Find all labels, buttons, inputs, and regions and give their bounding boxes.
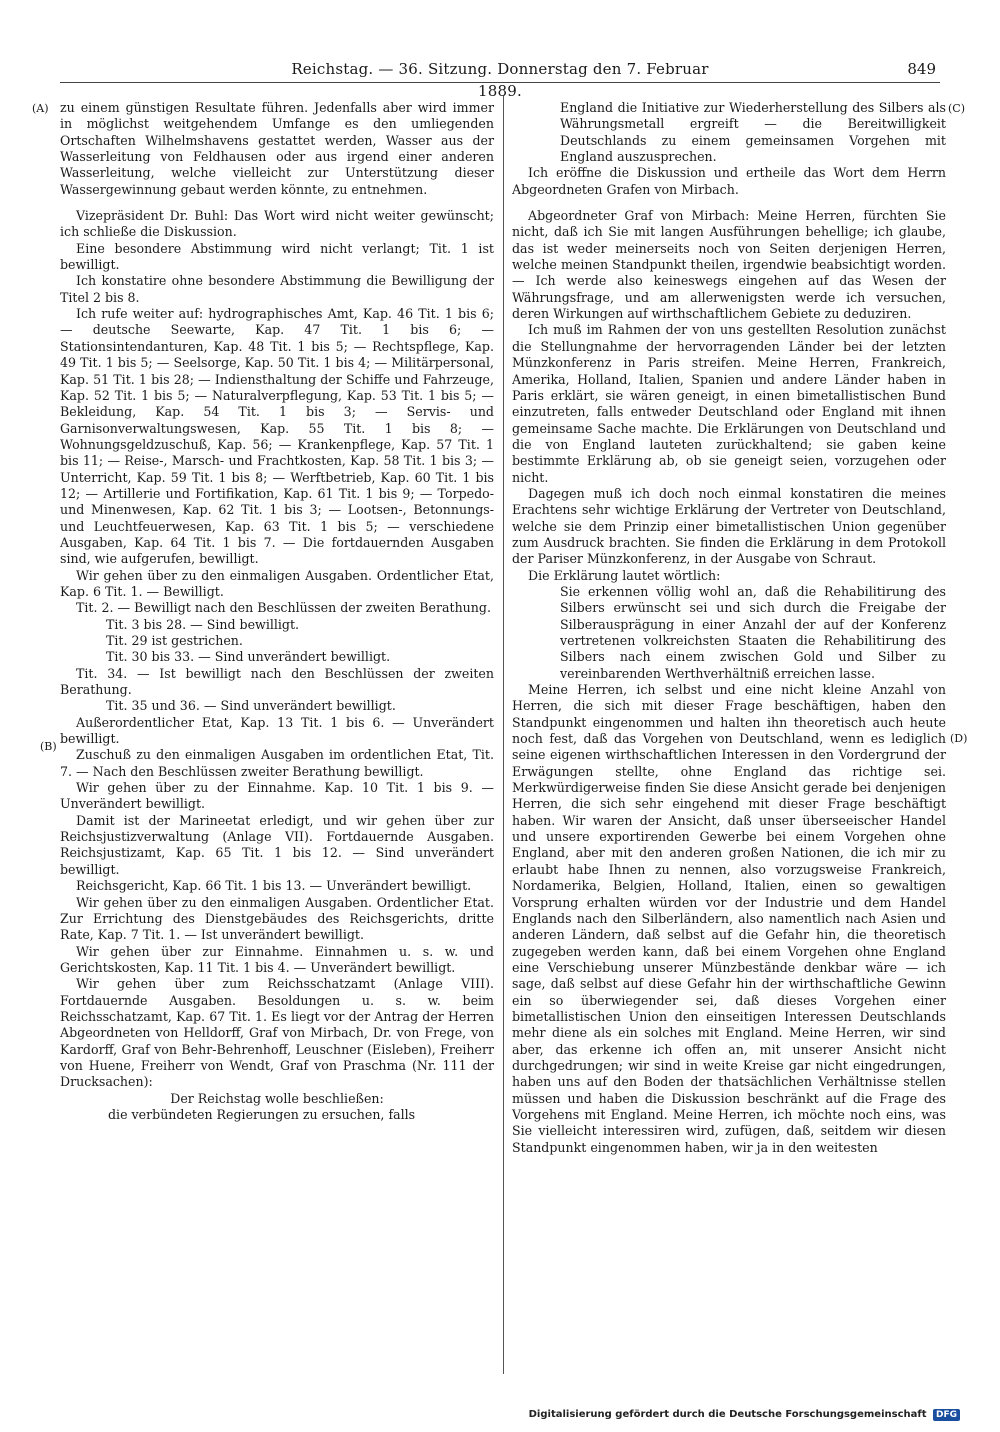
header-rule: [60, 82, 940, 83]
paragraph: Meine Herren, ich selbst und eine nicht kleine Anzahl von Herren, die sich mit dieser Frage beschäftigen, haben den Standpunkt eingenommen und halten ihn theoretisch auch heute noch fest, daß das Vorgehen von Deutschland, wenn es lediglich seine eigenen wirthschaftlichen Interessen in den Vordergrund der Erwägungen stellte, ohne England das richtige sei. Merkwürdigerweise finden Sie diese Ansicht gerade bei denjenigen Herren, die sich sehr eingehend mit dieser Frage beschäftigt haben. Wir waren der Ansicht, daß unser überseeischer Handel und unsere exportirenden Gewerbe bei einem Vorgehen ohne England, aber mit den anderen großen Nationen, die ich mir zu erlaubt habe Ihnen zu nennen, also vorzugsweise Frankreich, Nordamerika, Belgien, Holland, Italien, einen so gewaltigen Vorsprung erhalten würden vor der Industrie und dem Handel Englands nach den Silberländern, also namentlich nach Asien und anderen Ländern, daß selbst auf die Gefahr hin, die theoretisch zugegeben werden kann, daß bei einem Vorgehen ohne England eine Verschiebung unserer Münzbestände denkbar wäre — ich sage, daß selbst auf diese Gefahr hin der wirthschaftliche Gewinn ein so überwiegender sei, daß dieses Vorgehen einer bimetallistischen Union den einseitigen Interessen Deutschlands mehr diene als ein solches mit England. Meine Herren, wir sind aber, das erkenne ich offen an, mit unserer Ansicht nicht durchgedrungen; wir sind in weite Kreise gar nicht eingedrungen, haben uns auf den Boden der thatsächlichen Verhältnisse stellen müssen und haben die Diskussion beschränkt auf die Frage des Vorgehens mit England. Meine Herren, ich möchte noch eins, was Sie vielleicht interessiren wird, zufügen, daß, seitdem wir diesen Standpunkt eingenommen haben, wir ja in den weitesten: [512, 682, 946, 1155]
paragraph: Die Erklärung lautet wörtlich:: [528, 567, 721, 583]
paragraph: Wir gehen über zu den einmaligen Ausgaben. Ordentlicher Etat, Kap. 6 Tit. 1. — Bewilligt.: [60, 567, 494, 599]
digitization-footer: [529, 1409, 960, 1421]
paragraph: Wir gehen über zum Reichsschatzamt (Anlage VIII). Fortdauernde Ausgaben. Besoldungen u. s. w. beim Reichsschatzamt, Kap. 67 Tit. 1. Es liegt vor der Antrag der Herren Abgeordneten von Helldorff, Graf von Mirbach, Dr. von Frege, von Kardorff, Graf von Behr-Behrenhoff, Leuschner (Eisleben), Freiherr von Huene, Freiherr von Wendt, Graf von Praschma (Nr. 111 der Drucksachen):: [60, 976, 494, 1090]
resolution-heading: Der Reichstag wolle beschließen:: [170, 1090, 384, 1106]
paragraph: Wir gehen über zu der Einnahme. Kap. 10 Tit. 1 bis 9. — Unverändert bewilligt.: [60, 780, 494, 812]
dfg-logo: DFG: [933, 1409, 960, 1421]
paragraph: Tit. 3 bis 28. — Sind bewilligt.: [106, 616, 300, 632]
margin-marker-b: (B): [40, 740, 57, 753]
right-column: [512, 100, 946, 1156]
margin-marker-a: (A): [32, 102, 49, 115]
paragraph: Abgeordneter Graf von Mirbach: Meine Herren, fürchten Sie nicht, daß ich Sie mit langen Ausführungen behellige; ich glaube, das ist weder meinerseits noch von Seiten derjenigen Herren, welche meinen Standpunkt theilen, irgendwie beabsichtigt worden. — Ich werde also keineswegs eingehen auf das Wesen der Währungsfrage, und am allerwenigsten werde ich versuchen, deren Wirkungen auf wirthschaftlichem Gebiete zu deduziren.: [512, 208, 946, 322]
paragraph: Tit. 30 bis 33. — Sind unverändert bewilligt.: [106, 649, 391, 665]
paragraph: Tit. 2. — Bewilligt nach den Beschlüssen der zweiten Berathung.: [76, 600, 491, 616]
paragraph: zu einem günstigen Resultate führen. Jedenfalls aber wird immer in möglichst weitgehendem Umfange es den umliegenden Ortschaften Wilhelmshavens gestattet werden, Wasser aus der Wasserleitung von Feldhausen oder aus irgend einer anderen Wasserleitung, welche vielleicht zur Unterstützung dieser Wassergewinnung gebaut werden könnte, zu entnehmen.: [60, 100, 494, 197]
page-header: [0, 58, 1000, 100]
column-divider: [503, 96, 504, 1374]
paragraph: Tit. 34. — Ist bewilligt nach den Beschlüssen der zweiten Berathung.: [60, 665, 494, 698]
running-title: Reichstag. — 36. Sitzung. Donnerstag den 7. Februar 1889.: [291, 60, 709, 100]
paragraph: Eine besondere Abstimmung wird nicht verlangt; Tit. 1 ist bewilligt.: [60, 240, 494, 273]
paragraph: Wir gehen über zur Einnahme. Einnahmen u. s. w. und Gerichtskosten, Kap. 11 Tit. 1 bis 4. — Unverändert bewilligt.: [60, 943, 494, 975]
paragraph: Damit ist der Marineetat erledigt, und wir gehen über zur Reichsjustizverwaltung (Anlage VII). Fortdauernde Ausgaben. Reichsjustizamt, Kap. 65 Tit. 1 bis 12. — Sind unverändert bewilligt.: [60, 812, 494, 877]
paragraph: Dagegen muß ich doch noch einmal konstatiren die meines Erachtens sehr wichtige Erklärung der Vertreter von Deutschland, welche sie dem Prinzip einer bimetallistischen Union gegenüber zum Ausdruck brachten. Sie finden die Erklärung in dem Protokoll der Pariser Münzkonferenz, in der Ausgabe von Schraut.: [512, 485, 946, 567]
paragraph: Zuschuß zu den einmaligen Ausgaben im ordentlichen Etat, Tit. 7. — Nach den Beschlüssen zweiter Berathung bewilligt.: [60, 747, 494, 779]
paragraph: Vizepräsident Dr. Buhl: Das Wort wird nicht weiter gewünscht; ich schließe die Diskussion.: [60, 208, 494, 240]
left-column: [60, 100, 494, 1123]
quotation: Sie erkennen völlig wohl an, daß die Rehabilitirung des Silbers erwünscht sei und sich durch die Freigabe der Silberausprägung in einer Anzahl der auf der Konferenz vertretenen volkreichsten Staaten die Rehabilitirung des Silbers nach einem zwischen Gold und Silber zu vereinbarenden Werthverhältniß erreichen lasse.: [560, 583, 946, 681]
paragraph: Ich konstatire ohne besondere Abstimmung die Bewilligung der Titel 2 bis 8.: [60, 273, 494, 305]
page-number: 849: [907, 60, 936, 78]
margin-marker-c: (C): [948, 102, 965, 115]
footer-text: Digitalisierung gefördert durch die Deutsche Forschungsgemeinschaft: [528, 1409, 927, 1420]
paragraph: Tit. 29 ist gestrichen.: [106, 633, 243, 648]
resolution-text: England die Initiative zur Wiederherstellung des Silbers als Währungsmetall ergreift — die Bereitwilligkeit Deutschlands zu einem gemeinsamen Vorgehen mit England auszusprechen.: [560, 100, 946, 165]
paragraph: Wir gehen über zu den einmaligen Ausgaben. Ordentlicher Etat. Zur Errichtung des Dienstgebäudes des Reichsgerichts, dritte Rate, Kap. 7 Tit. 1. — Ist unverändert bewilligt.: [60, 894, 494, 943]
resolution-text: die verbündeten Regierungen zu ersuchen, falls: [108, 1106, 416, 1122]
paragraph: Tit. 35 und 36. — Sind unverändert bewilligt.: [106, 698, 396, 714]
paragraph: Reichsgericht, Kap. 66 Tit. 1 bis 13. — Unverändert bewilligt.: [76, 878, 472, 894]
paragraph: Ich eröffne die Diskussion und ertheile das Wort dem Herrn Abgeordneten Grafen von Mirbach.: [512, 165, 946, 197]
paragraph: Außerordentlicher Etat, Kap. 13 Tit. 1 bis 6. — Unverändert bewilligt.: [60, 714, 494, 747]
margin-marker-d: (D): [950, 732, 968, 745]
paragraph: Ich rufe weiter auf: hydrographisches Amt, Kap. 46 Tit. 1 bis 6; — deutsche Seewarte, Kap. 47 Tit. 1 bis 6; — Stationsintendanturen, Kap. 48 Tit. 1 bis 5; — Rechtspflege, Kap. 49 Tit. 1 bis 5; — Seelsorge, Kap. 50 Tit. 1 bis 4; — Militärpersonal, Kap. 51 Tit. 1 bis 28; — Indiensthaltung der Schiffe und Fahrzeuge, Kap. 52 Tit. 1 bis 5; — Naturalverpflegung, Kap. 53 Tit. 1 bis 5; — Bekleidung, Kap. 54 Tit. 1 bis 3; — Servis- und Garnisonverwaltungswesen, Kap. 55 Tit. 1 bis 8; — Wohnungsgeldzuschuß, Kap. 56; — Krankenpflege, Kap. 57 Tit. 1 bis 11; — Reise-, Marsch- und Frachtkosten, Kap. 58 Tit. 1 bis 3; — Unterricht, Kap. 59 Tit. 1 bis 8; — Werftbetrieb, Kap. 60 Tit. 1 bis 12; — Artillerie und Fortifikation, Kap. 61 Tit. 1 bis 9; — Torpedo- und Minenwesen, Kap. 62 Tit. 1 bis 3; — Lootsen-, Betonnungs- und Leuchtfeuerwesen, Kap. 63 Tit. 1 bis 5; — verschiedene Ausgaben, Kap. 64 Tit. 1 bis 7. — Die fortdauernden Ausgaben sind, wie aufgerufen, bewilligt.: [60, 306, 494, 567]
paragraph: Ich muß im Rahmen der von uns gestellten Resolution zunächst die Stellungnahme der hervorragenden Länder bei der letzten Münzkonferenz in Paris streifen. Meine Herren, Frankreich, Amerika, Holland, Italien, Spanien und andere Länder haben in Paris erklärt, sie wären geneigt, in einen bimetallistischen Bund einzutreten, falls entweder Deutschland oder England mit ihnen gemeinsame Sache machte. Die Erklärungen von Deutschland und die von England lauteten zurückhaltend; sie gaben keine bestimmte Erklärung ab, ob sie geneigt seien, vorzugehen oder nicht.: [512, 322, 946, 485]
